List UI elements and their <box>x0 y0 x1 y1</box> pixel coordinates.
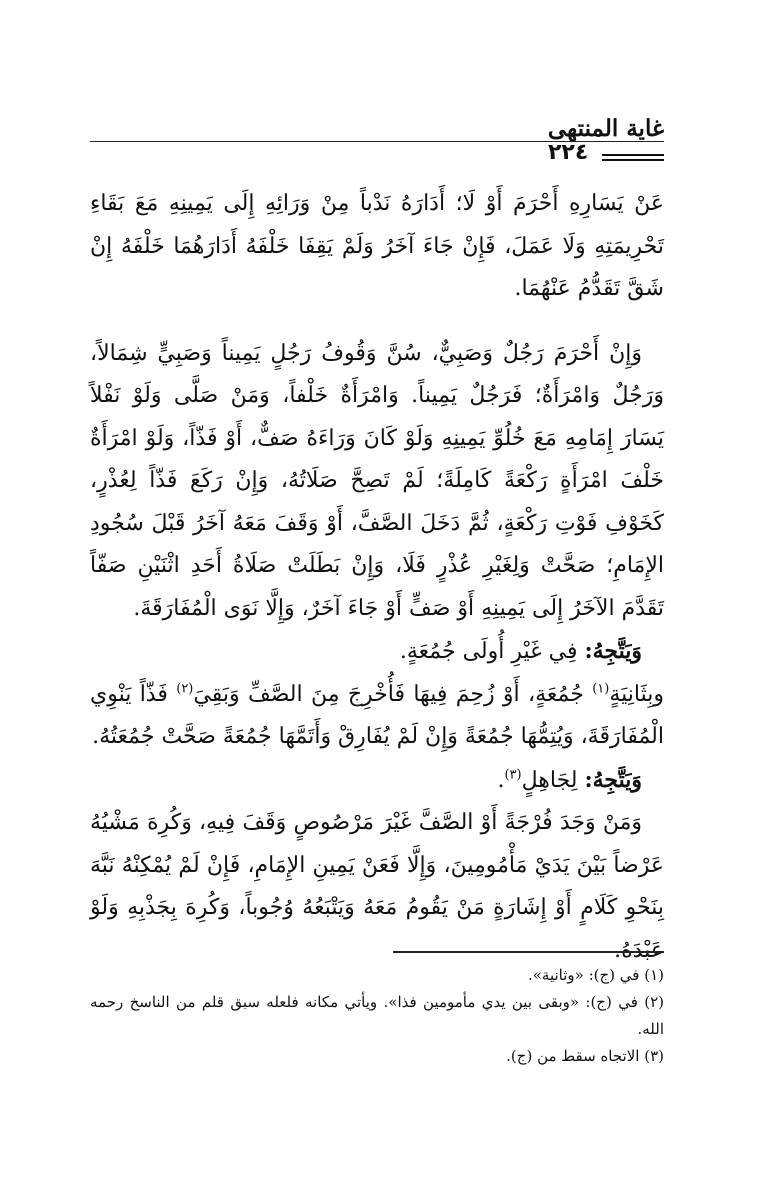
ittijah-heading-2 <box>90 759 664 803</box>
paragraph-1: عَنْ يَسَارِهِ أَحْرَمَ أَوْ لَا؛ أَدَارَهُ نَدْباً مِنْ وَرَائِهِ إِلَى يَمِينِهِ مَعَ بَقَاءِ تَحْرِيمَتِهِ وَلَا عَمَلَ، فَإِنْ جَاءَ آخَرُ وَلَمْ يَقِفَا خَلْفَهُ أَدَارَهُمَا خَلْفَهُ إِنْ شَقَّ تَقَدُّمُ عَنْهُمَا. <box>90 191 664 301</box>
footnote-ref-2: (٢) <box>176 681 194 697</box>
footnote-ref-1: (١) <box>592 681 610 697</box>
footnote-3: (٣) الاتجاه سقط من (ج). <box>506 1047 664 1065</box>
footnotes <box>90 962 664 1070</box>
footnote-ref-3: (٣) <box>504 767 522 783</box>
running-header-title: غاية المنتهى <box>547 115 664 142</box>
ittijah-label: وَيَتَّجِهُ: <box>584 638 642 664</box>
page-number-bar <box>602 154 664 156</box>
page-number-bar <box>602 159 664 161</box>
ittijah-text: فِي غَيْرِ أُولَى جُمُعَةٍ. <box>399 639 578 664</box>
paragraph-3-part-c: فَذّاً يَنْوِي الْمُفَارَقَةَ، وَيُتِمُّهَا جُمُعَةً وَإِنْ لَمْ يُفَارِقْ وَأَتَمَّهَا جُمُعَةً صَحَّتْ جُمُعَتُهُ. <box>90 681 664 749</box>
paragraph-3 <box>90 674 664 759</box>
footnote-1: (١) في (ج): «وثانية». <box>527 966 664 984</box>
paragraph-3-part-a: وبِثَانِيَةٍ <box>609 681 664 707</box>
main-text <box>90 183 664 972</box>
ittijah-text: لِجَاهِلٍ <box>521 767 578 793</box>
page-number: ٢٢٤ <box>548 140 589 165</box>
footnote-2: (٢) في (ج): «وبقى بين يدي مأمومين فذا». ويأتي مكانه فلعله سبق قلم من الناسخ رحمه الله. <box>90 993 664 1038</box>
paragraph-3-part-b: جُمُعَةٍ، أَوْ زُحِمَ فِيهَا فَأُخْرِجَ مِنَ الصَّفِّ وَبَقِيَ <box>193 681 584 707</box>
ittijah-end: . <box>497 767 505 793</box>
paragraph-4: وَمَنْ وَجَدَ فُرْجَةً أَوْ الصَّفَّ غَيْرَ مَرْصُوصٍ وَقَفَ فِيهِ، وَكُرِهَ مَشْيُهُ عَرْضاً بَيْنَ يَدَيْ مَأْمُومِينَ، وَإِلَّا فَعَنْ يَمِينِ الإِمَامِ، فَإِنْ لَمْ يُمْكِنْهُ نَبَّهَ بِنَحْوِ كَلَامٍ أَوْ إِشَارَةٍ مَنْ يَقُومُ مَعَهُ وَيَتْبَعُهُ وُجُوباً، وَكُرِهَ بِجَذْبِهِ وَلَوْ عَبْدَهُ. <box>90 810 665 963</box>
ittijah-heading-1 <box>90 630 664 674</box>
paragraph-2: وَإِنْ أَحْرَمَ رَجُلٌ وَصَبِيٌّ، سُنَّ وَقُوفُ رَجُلٍ يَمِيناً وَصَبِيٍّ شِمَالاً، وَرَجُلٌ وَامْرَأَةٌ؛ فَرَجُلٌ يَمِيناً. وَامْرَأَةٌ خَلْفاً، وَمَنْ صَلَّى وَلَوْ نَفْلاً يَسَارَ إِمَامِهِ مَعَ خُلُوِّ يَمِينِهِ وَلَوْ كَانَ وَرَاءَهُ صَفٌّ، أَوْ فَذّاً، وَلَوْ امْرَأَةٌ خَلْفَ امْرَأَةٍ رَكْعَةً كَامِلَةً؛ لَمْ تَصِحَّ صَلَاتُهُ، وَإِنْ رَكَعَ فَذّاً لِعُذْرٍ، كَخَوْفِ فَوْتِ رَكْعَةٍ، ثُمَّ دَخَلَ الصَّفَّ، أَوْ وَقَفَ مَعَهُ آخَرُ قَبْلَ سُجُودِ الإِمَامِ؛ صَحَّتْ وَلِغَيْرِ عُذْرٍ فَلَا، وَإِنْ بَطَلَتْ صَلَاةُ أَحَدِ اثْنَيْنِ صَفّاً تَقَدَّمَ الآخَرُ إِلَى يَمِينِهِ أَوْ صَفٍّ أَوْ جَاءَ آخَرٌ، وَإِلَّا نَوَى الْمُفَارَقَةَ. <box>90 340 664 621</box>
footnote-rule <box>393 951 664 953</box>
ittijah-label: وَيَتَّجِهُ: <box>584 766 642 793</box>
